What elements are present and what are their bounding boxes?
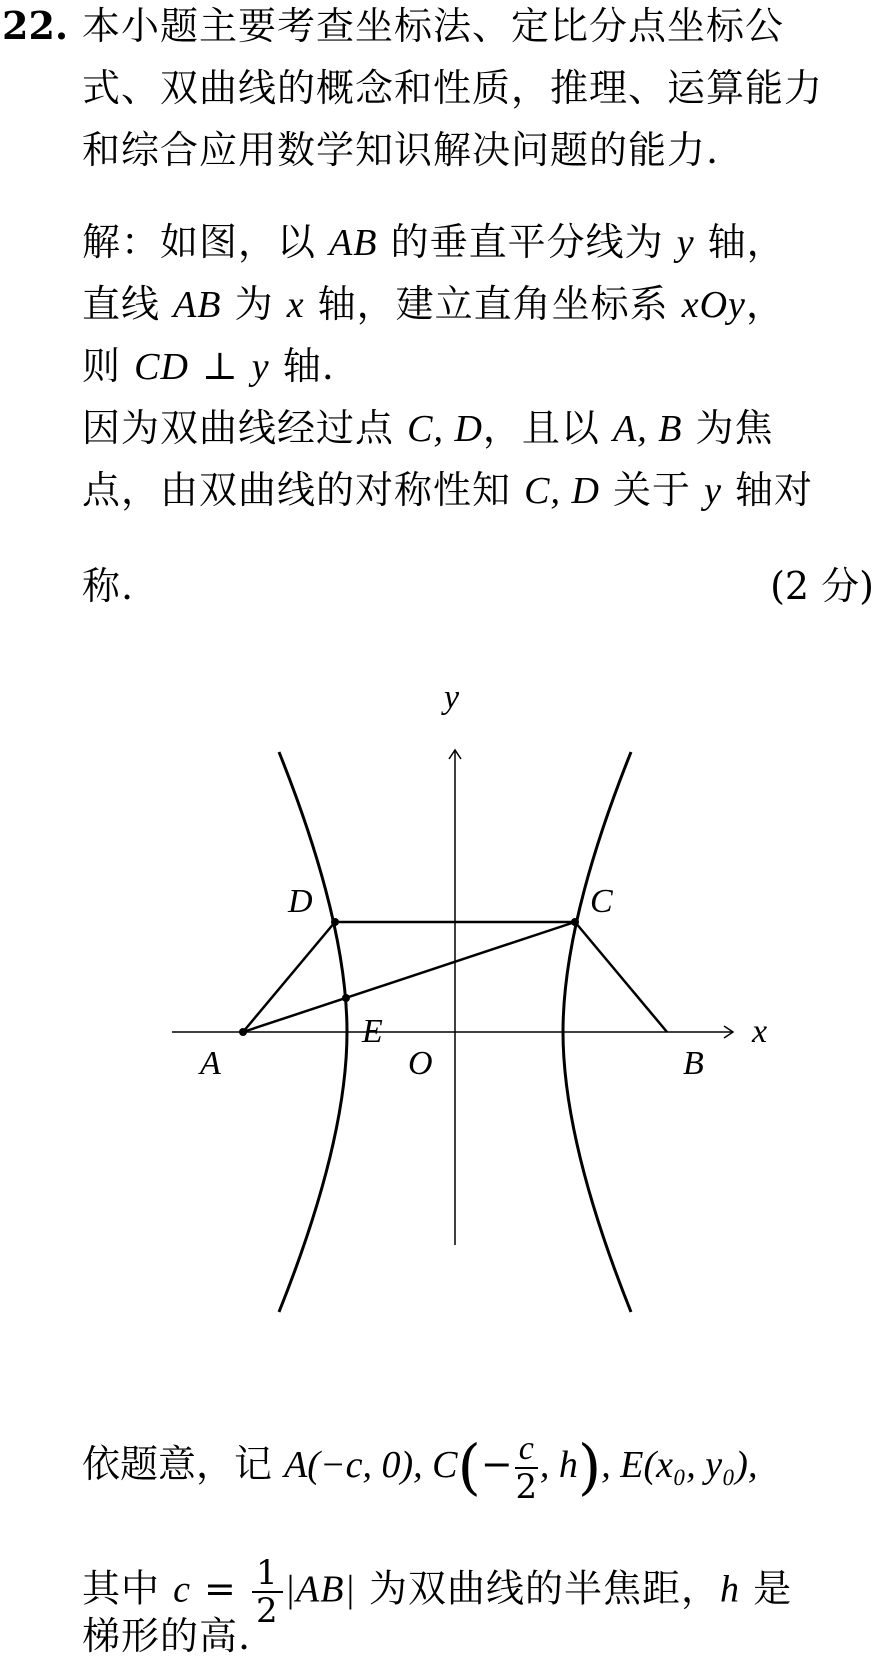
segment-AC [243, 922, 575, 1032]
label-A: A [200, 1045, 221, 1082]
solution-line-4: 因为双曲线经过点 C, D，且以 A, B 为焦 [82, 406, 774, 450]
fraction-one-half: $\frac{1}{2}$ [252, 1555, 283, 1629]
label-O: O [408, 1045, 433, 1082]
solution-line-2: 直线 AB 为 x 轴，建立直角坐标系 xOy， [82, 282, 785, 326]
label-B: B [683, 1045, 704, 1082]
continuation-line-3: 梯形的高. [82, 1614, 252, 1658]
solution-line-1: 解：如图，以 AB 的垂直平分线为 y 轴， [82, 220, 786, 264]
solution-line-6: 称. [82, 564, 135, 608]
hyperbola-figure [0, 680, 878, 1380]
continuation-line-1: 依题意，记 A(−c, 0), C(− $\frac{c}{2}$ , h), E(x₀, y₀), [82, 1430, 758, 1507]
point-E [342, 994, 350, 1002]
intro-line-1: 本小题主要考查坐标法、定比分点坐标公 [82, 4, 785, 48]
continuation-line-2: 其中 c = $\frac{1}{2}$ |AB| 为双曲线的半焦距，h 是 [82, 1553, 793, 1631]
label-y: y [444, 680, 460, 716]
solution-line-3: 则 CD ⊥ y 轴. [82, 344, 335, 388]
label-D: D [288, 883, 313, 920]
segment-CB [575, 922, 667, 1032]
fraction-c-over-2: $\frac{c}{2}$ [515, 1430, 538, 1507]
points-label: (2 分) [770, 564, 874, 608]
point-C [571, 918, 579, 926]
solution-line-5: 点，由双曲线的对称性知 C, D 关于 y 轴对 [82, 468, 814, 512]
point-D [331, 918, 339, 926]
intro-line-3: 和综合应用数学知识解决问题的能力. [82, 128, 720, 172]
label-C: C [590, 883, 613, 920]
problem-number: 22. [2, 3, 69, 48]
intro-line-2: 式、双曲线的概念和性质，推理、运算能力 [82, 66, 824, 110]
label-E: E [362, 1013, 383, 1050]
point-A [239, 1028, 247, 1036]
label-x: x [752, 1013, 768, 1050]
